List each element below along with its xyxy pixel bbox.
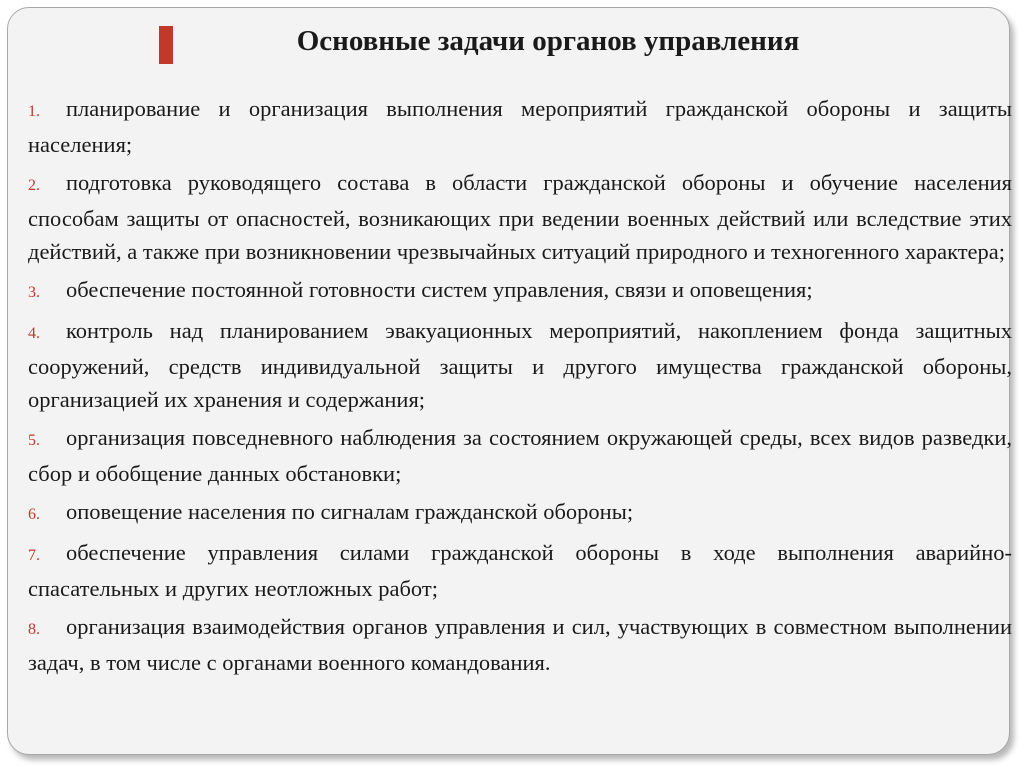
- title-accent-bar: [159, 26, 173, 64]
- item-text: организация взаимодействия органов управления и сил, участвующих в совместном выполнении задач, в том числе с органами военного командования.: [28, 614, 1012, 675]
- list-item: [28, 273, 1012, 309]
- item-text: обеспечение управления силами гражданской обороны в ходе выполнения аварийно-спасательных и других неотложных работ;: [28, 540, 1012, 601]
- item-number: 8.: [28, 621, 40, 638]
- task-list: [28, 92, 1012, 684]
- item-text: планирование и организация выполнения мероприятий гражданской обороны и защиты населения;: [28, 96, 1012, 157]
- item-number: 3.: [28, 284, 40, 301]
- item-text: оповещение населения по сигналам гражданской обороны;: [66, 499, 634, 524]
- item-number: 1.: [28, 103, 40, 120]
- item-number: 5.: [28, 432, 40, 449]
- list-item: [28, 421, 1012, 490]
- item-text: обеспечение постоянной готовности систем управления, связи и оповещения;: [66, 277, 813, 302]
- list-item: [28, 166, 1012, 268]
- item-text: подготовка руководящего состава в области гражданской обороны и обучение населения способам защиты от опасностей, возникающих при ведении военных действий или вследствие этих действий, а также при возникновении чрезвычайных ситуаций природного и техногенного характера;: [28, 170, 1012, 264]
- item-text: организация повседневного наблюдения за состоянием окружающей среды, всех видов разведки, сбор и обобщение данных обстановки;: [28, 425, 1012, 486]
- list-item: [28, 92, 1012, 161]
- item-number: 4.: [28, 325, 40, 342]
- item-number: 2.: [28, 177, 40, 194]
- item-text: контроль над планированием эвакуационных мероприятий, накоплением фонда защитных сооружений, средств индивидуальной защиты и другого имущества гражданской обороны, организацией их хранения и содержания;: [28, 318, 1012, 412]
- list-item: [28, 314, 1012, 416]
- list-item: [28, 536, 1012, 605]
- item-number: 6.: [28, 506, 40, 523]
- item-number: 7.: [28, 547, 40, 564]
- slide-title: Основные задачи органов управления: [296, 25, 800, 57]
- list-item: [28, 495, 1012, 531]
- list-item: [28, 610, 1012, 679]
- slide-frame: [7, 7, 1010, 755]
